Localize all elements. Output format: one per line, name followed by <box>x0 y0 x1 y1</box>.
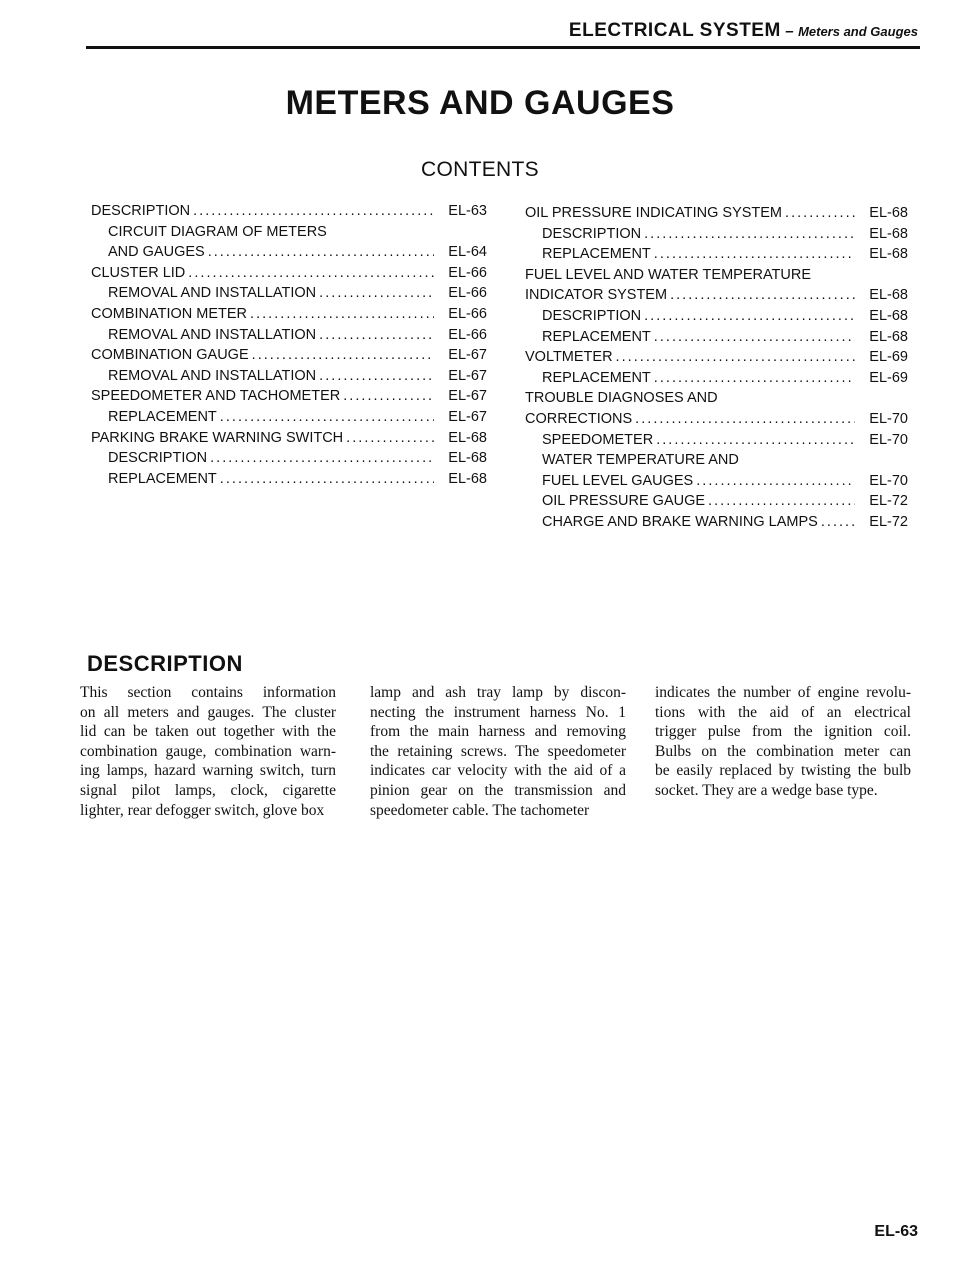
toc-leader-dots <box>250 304 434 325</box>
toc-entry-page: EL-66 <box>448 305 487 322</box>
toc-entry-label: SPEEDOMETER AND TACHOMETER <box>91 388 341 405</box>
header-subsection: Meters and Gauges <box>798 24 918 39</box>
toc-entry <box>91 469 487 490</box>
toc-leader-dots <box>644 224 855 245</box>
description-line: tions with the aid of an electrical <box>655 703 911 721</box>
header-section: ELECTRICAL SYSTEM <box>568 20 781 41</box>
toc-entry-page: EL-68 <box>869 287 908 304</box>
toc-entry-page: EL-68 <box>448 429 487 446</box>
toc-entry <box>525 265 908 286</box>
description-line: pinion gear on the transmission and <box>370 781 626 799</box>
description-column-1 <box>80 683 336 820</box>
toc-entry-label: FUEL LEVEL GAUGES <box>542 472 694 489</box>
toc-entry-page: EL-72 <box>869 513 908 530</box>
description-line: on all meters and gauges. The cluster <box>80 703 336 721</box>
description-line: the retaining screws. The speedometer <box>370 742 626 760</box>
description-line: indicates car velocity with the aid of a <box>370 762 626 780</box>
header-rule <box>86 46 920 49</box>
description-line: signal pilot lamps, clock, cigarette <box>80 781 336 799</box>
toc-entry-label: CLUSTER LID <box>91 264 186 281</box>
toc-entry-label: SPEEDOMETER <box>542 431 654 448</box>
toc-entry-label: AND GAUGES <box>108 244 205 261</box>
toc-entry <box>525 471 908 492</box>
toc-entry-label: DESCRIPTION <box>542 307 642 324</box>
description-column-3 <box>655 683 911 801</box>
toc-entry <box>525 224 908 245</box>
toc-entry-label: COMBINATION METER <box>91 305 248 322</box>
toc-leader-dots <box>252 345 434 366</box>
description-line: This section contains information <box>80 684 336 701</box>
description-line: lid can be taken out together with the <box>80 723 336 741</box>
running-header <box>569 20 918 42</box>
description-line: socket. They are a wedge base type. <box>655 781 878 799</box>
toc-entry-label: OIL PRESSURE GAUGE <box>542 493 706 510</box>
toc-entry <box>91 283 487 304</box>
toc-entry-label: PARKING BRAKE WARNING SWITCH <box>91 429 344 446</box>
toc-entry <box>91 222 487 243</box>
description-column-2 <box>370 683 626 820</box>
toc-entry <box>91 242 487 263</box>
toc-entry-label: REPLACEMENT <box>542 328 651 345</box>
toc-entry-label: DESCRIPTION <box>91 203 191 219</box>
toc-entry <box>91 263 487 284</box>
toc-leader-dots <box>319 366 434 387</box>
toc-entry-page: EL-70 <box>869 410 908 427</box>
toc-entry <box>525 203 908 224</box>
description-line: ing lamps, hazard warning switch, turn <box>80 762 336 780</box>
contents-heading: CONTENTS <box>421 158 539 181</box>
toc-leader-dots <box>319 325 434 346</box>
toc-entry-label: CHARGE AND BRAKE WARNING LAMPS <box>542 513 818 530</box>
description-line: from the main harness and removing <box>370 723 626 741</box>
toc-leader-dots <box>616 347 855 368</box>
toc-entry <box>525 347 908 368</box>
toc-leader-dots <box>670 285 855 306</box>
toc-entry-label: VOLTMETER <box>525 349 613 366</box>
toc-entry <box>91 366 487 387</box>
description-line: lighter, rear defogger switch, glove box <box>80 801 325 819</box>
toc-entry-label: WATER TEMPERATURE AND <box>542 452 739 469</box>
page-title: METERS AND GAUGES <box>285 84 675 122</box>
toc-entry-page: EL-68 <box>869 307 908 324</box>
toc-leader-dots <box>193 201 434 222</box>
toc-entry <box>91 386 487 407</box>
toc-entry-label: REPLACEMENT <box>542 369 651 386</box>
toc-entry-page: EL-66 <box>448 326 487 343</box>
description-line: be easily replaced by twisting the bulb <box>655 762 911 780</box>
description-line: lamp and ash tray lamp by discon- <box>370 684 626 701</box>
toc-leader-dots <box>654 368 855 389</box>
toc-entry <box>91 448 487 469</box>
toc-entry <box>525 512 908 533</box>
toc-leader-dots <box>785 203 855 224</box>
toc-entry-label: REMOVAL AND INSTALLATION <box>108 285 317 302</box>
toc-leader-dots <box>188 263 434 284</box>
toc-leader-dots <box>220 407 434 428</box>
toc-entry <box>525 450 908 471</box>
toc-entry-label: REPLACEMENT <box>108 408 217 425</box>
toc-entry-label: REMOVAL AND INSTALLATION <box>108 326 317 343</box>
toc-leader-dots <box>696 471 855 492</box>
toc-leader-dots <box>656 430 855 451</box>
toc-leader-dots <box>319 283 434 304</box>
toc-leader-dots <box>821 512 855 533</box>
toc-entry-page: EL-70 <box>869 472 908 489</box>
toc-entry-label: CIRCUIT DIAGRAM OF METERS <box>108 223 327 240</box>
toc-entry-page: EL-72 <box>869 493 908 510</box>
toc-entry <box>525 327 908 348</box>
toc-entry <box>525 430 908 451</box>
toc-leader-dots <box>654 244 855 265</box>
toc-entry-page: EL-64 <box>448 244 487 261</box>
toc-left-column <box>91 201 487 489</box>
toc-entry <box>91 325 487 346</box>
toc-entry <box>525 244 908 265</box>
toc-entry-label: DESCRIPTION <box>542 225 642 242</box>
description-heading: DESCRIPTION <box>87 651 243 676</box>
toc-entry-label: REPLACEMENT <box>542 246 651 263</box>
toc-entry-page: EL-67 <box>448 388 487 405</box>
description-line: indicates the number of engine revolu- <box>655 684 911 701</box>
toc-entry-label: REMOVAL AND INSTALLATION <box>108 367 317 384</box>
toc-leader-dots <box>644 306 855 327</box>
toc-entry-page: EL-69 <box>869 349 908 366</box>
toc-entry-page: EL-67 <box>448 347 487 364</box>
toc-entry-label: FUEL LEVEL AND WATER TEMPERATURE <box>525 266 812 283</box>
toc-entry <box>525 409 908 430</box>
toc-leader-dots <box>208 242 434 263</box>
toc-entry <box>91 345 487 366</box>
toc-entry-label: CORRECTIONS <box>525 410 633 427</box>
toc-entry-page: EL-68 <box>869 246 908 263</box>
toc-entry <box>525 388 908 409</box>
toc-entry-page: EL-68 <box>448 450 487 467</box>
toc-entry <box>91 201 487 222</box>
toc-entry-page: EL-68 <box>869 205 908 221</box>
toc-entry <box>91 407 487 428</box>
toc-leader-dots <box>343 386 434 407</box>
toc-entry-label: REPLACEMENT <box>108 470 217 487</box>
toc-entry-label: TROUBLE DIAGNOSES AND <box>525 390 718 407</box>
toc-leader-dots <box>346 428 434 449</box>
toc-entry-page: EL-70 <box>869 431 908 448</box>
toc-entry <box>525 491 908 512</box>
toc-leader-dots <box>654 327 855 348</box>
toc-entry-label: OIL PRESSURE INDICATING SYSTEM <box>525 205 783 221</box>
toc-entry-page: EL-68 <box>448 470 487 487</box>
toc-entry-page: EL-68 <box>869 328 908 345</box>
toc-entry-page: EL-67 <box>448 408 487 425</box>
toc-entry <box>91 304 487 325</box>
toc-entry-page: EL-66 <box>448 285 487 302</box>
toc-leader-dots <box>635 409 855 430</box>
toc-entry-label: INDICATOR SYSTEM <box>525 287 668 304</box>
toc-entry <box>91 428 487 449</box>
toc-entry <box>525 306 908 327</box>
header-dash: – <box>785 23 794 40</box>
description-line: necting the instrument harness No. 1 <box>370 703 626 721</box>
toc-entry-page: EL-67 <box>448 367 487 384</box>
description-line: Bulbs on the combination meter can <box>655 742 911 760</box>
toc-entry-label: DESCRIPTION <box>108 450 208 467</box>
toc-entry <box>525 368 908 389</box>
page-number: EL-63 <box>874 1223 918 1240</box>
description-line: trigger pulse from the ignition coil. <box>655 723 911 741</box>
toc-entry-page: EL-63 <box>448 203 487 219</box>
description-line: combination gauge, combination warn- <box>80 742 336 760</box>
toc-entry-label: COMBINATION GAUGE <box>91 347 249 364</box>
toc-leader-dots <box>210 448 434 469</box>
toc-entry <box>525 285 908 306</box>
toc-entry-page: EL-68 <box>869 225 908 242</box>
toc-leader-dots <box>220 469 434 490</box>
toc-right-column <box>525 203 908 533</box>
toc-leader-dots <box>708 491 855 512</box>
description-line: speedometer cable. The tachometer <box>370 801 590 819</box>
toc-entry-page: EL-66 <box>448 264 487 281</box>
toc-entry-page: EL-69 <box>869 369 908 386</box>
